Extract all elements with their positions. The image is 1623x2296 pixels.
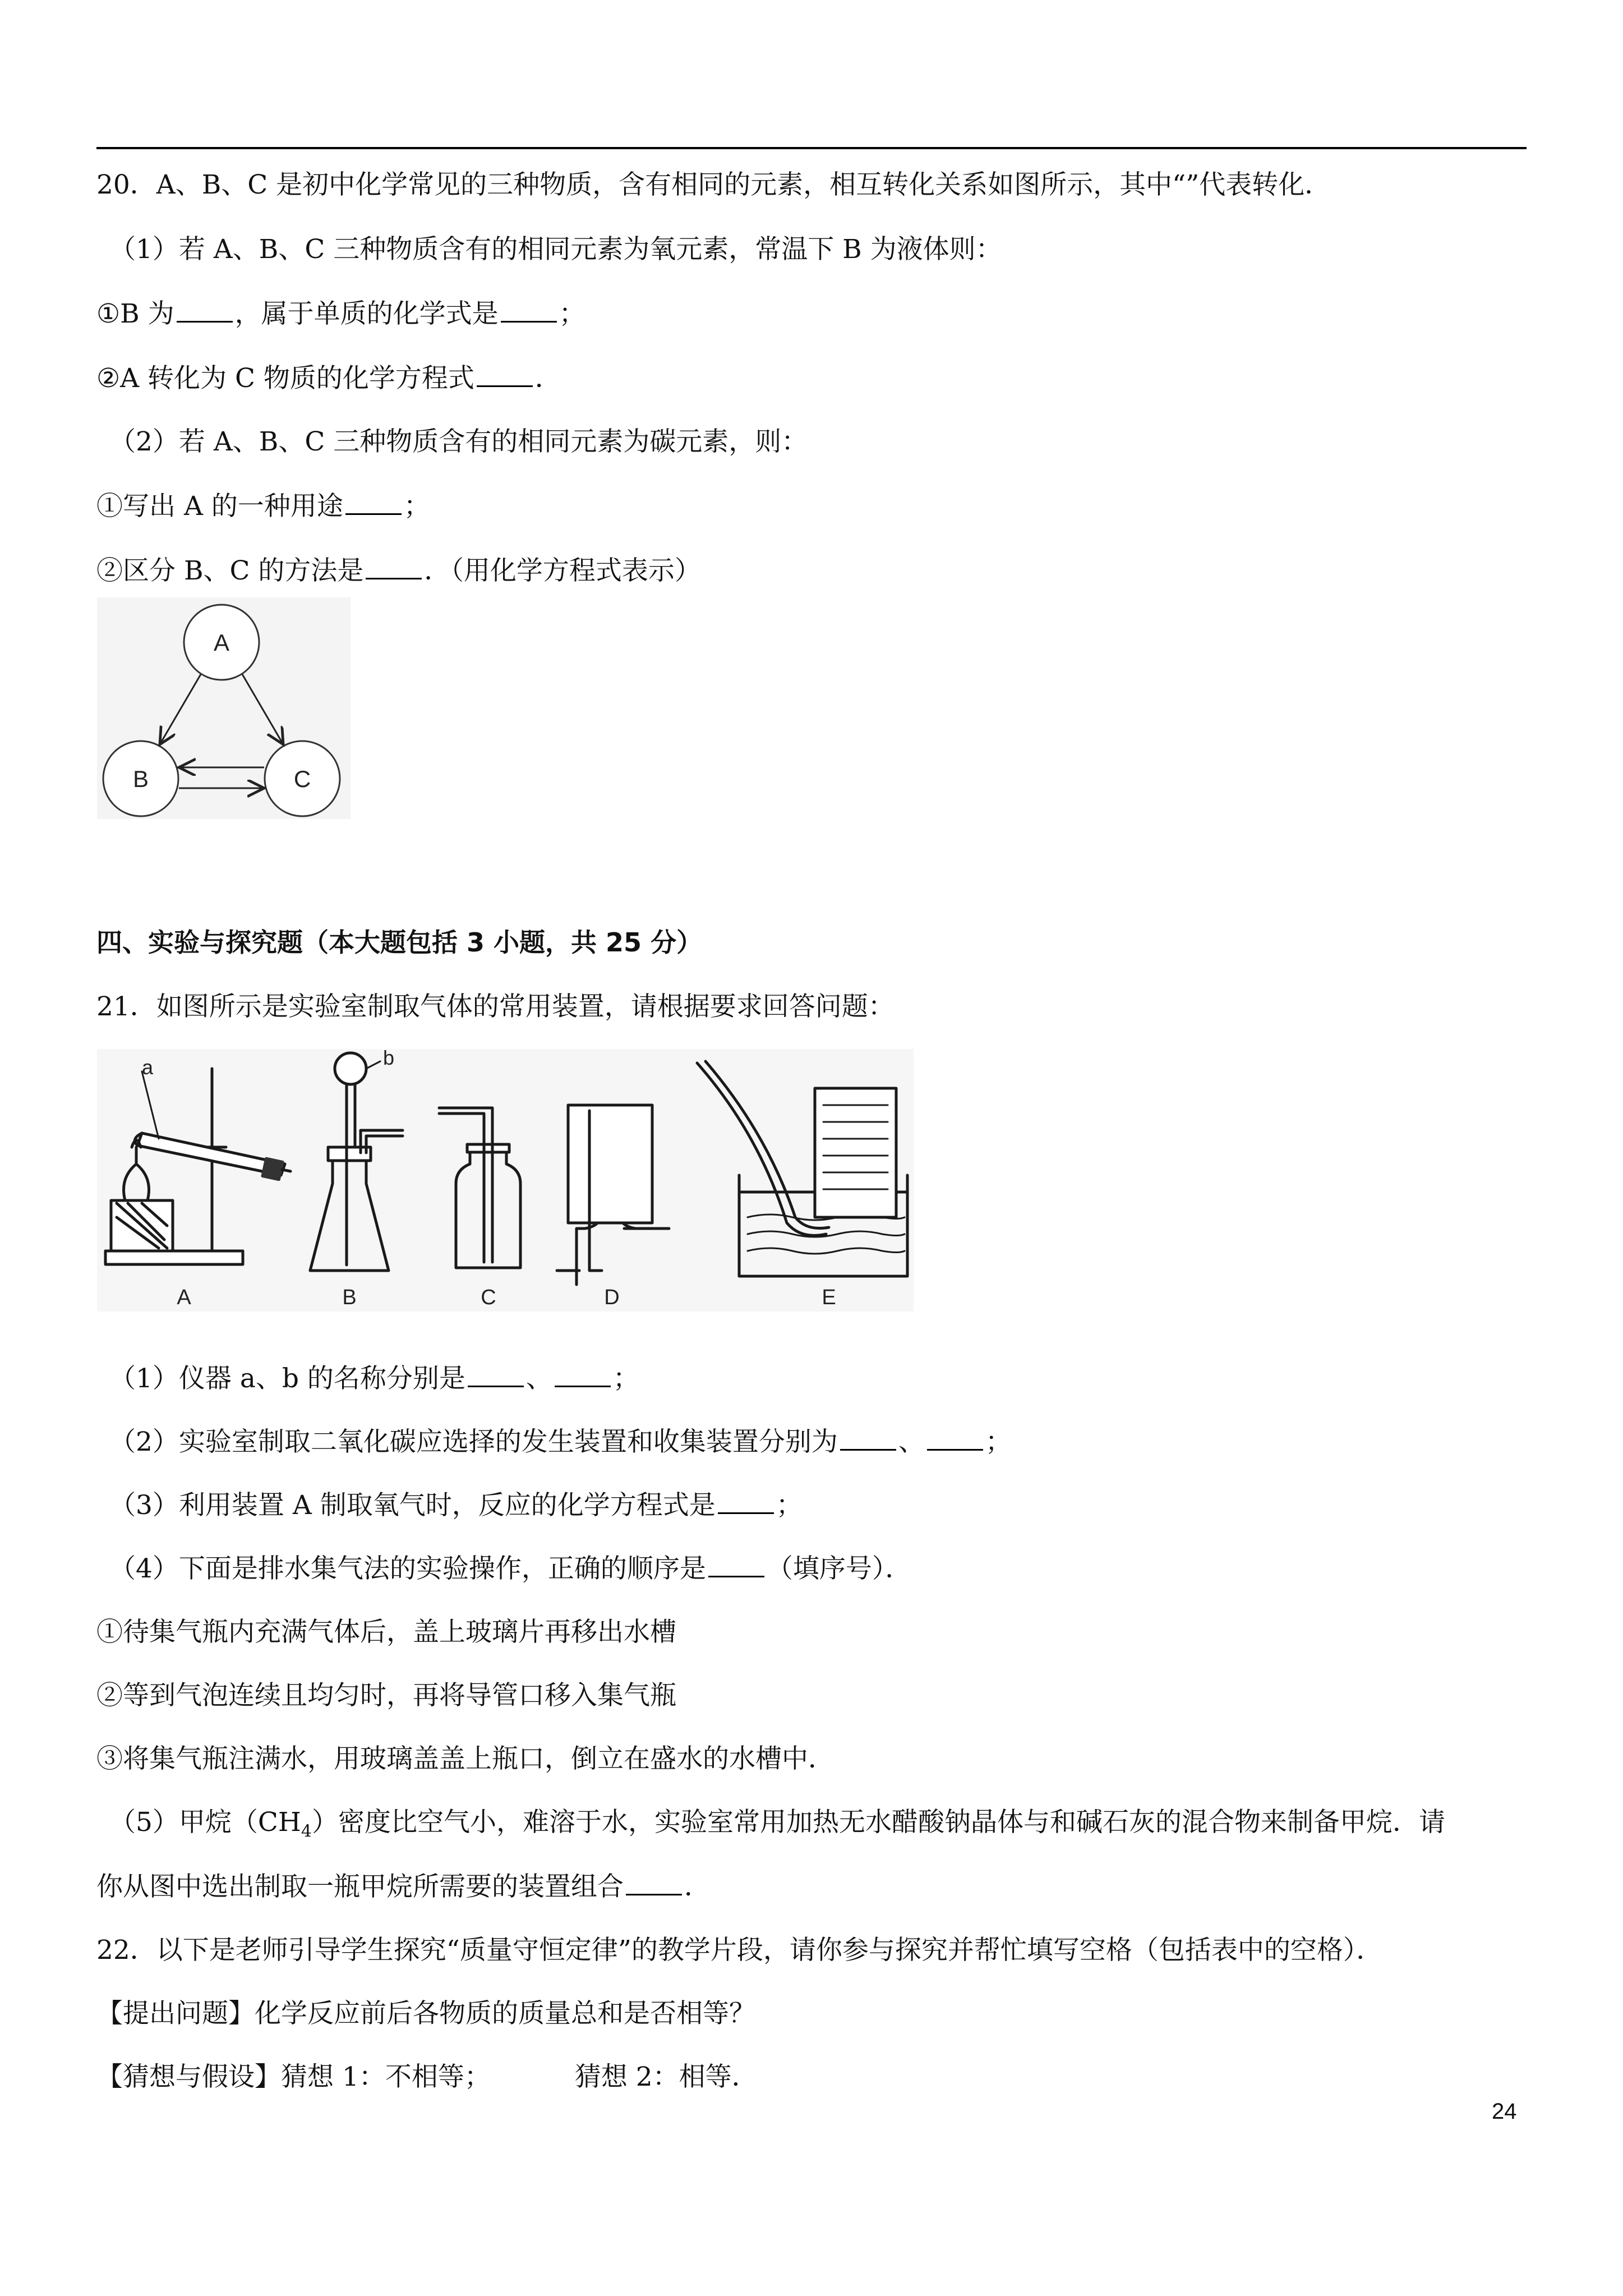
text: ）密度比空气小，难溶于水，实验室常用加热无水醋酸钠晶体与和碱石灰的混合物来制备甲烷．请 — [311, 1807, 1445, 1838]
arrow-a-to-c — [242, 674, 283, 744]
caption-d: D — [604, 1286, 620, 1309]
text: ； — [776, 1490, 803, 1521]
apparatus-figure-svg — [97, 1049, 914, 1312]
text: 猜想 2：相等． — [574, 2062, 758, 2092]
q20-part2: （2）若 A、B、C 三种物质含有的相同元素为碳元素，则： — [109, 426, 808, 457]
q21-sub2 — [109, 1425, 1012, 1459]
q20-part2-a — [96, 490, 430, 523]
q21-stem: 21．如图所示是实验室制取气体的常用装置，请根据要求回答问题： — [96, 991, 895, 1022]
q21-step2: ②等到气泡连续且均匀时，再将导管口移入集气瓶 — [96, 1680, 676, 1711]
caption-a: A — [177, 1286, 191, 1309]
text: ； — [985, 1427, 1012, 1457]
answer-blank[interactable] — [468, 1363, 524, 1387]
apparatus-figure — [97, 1049, 914, 1312]
text: ． — [534, 363, 561, 394]
arrow-a-to-b — [160, 674, 201, 744]
text: ②A 转化为 C 物质的化学方程式 — [96, 363, 474, 394]
text: （4）下面是排水集气法的实验操作，正确的顺序是 — [109, 1553, 706, 1584]
text: 【猜想与假设】猜想 1：不相等； — [96, 2062, 491, 2092]
text: （1）仪器 a、b 的名称分别是 — [109, 1363, 465, 1394]
q20-part2-b — [96, 554, 701, 588]
node-c-label: C — [293, 766, 311, 792]
text: 、 — [898, 1427, 925, 1457]
apparatus-c — [439, 1108, 520, 1268]
label-a: a — [142, 1056, 154, 1079]
conversion-diagram-svg — [97, 597, 351, 819]
q20-part1-b — [96, 362, 561, 395]
text: （3）利用装置 A 制取氧气时，反应的化学方程式是 — [109, 1490, 716, 1521]
q22-question: 【提出问题】化学反应前后各物质的质量总和是否相等？ — [96, 1998, 755, 2029]
q21-sub3 — [109, 1489, 803, 1522]
q22-stem: 22．以下是老师引导学生探究“质量守恒定律”的教学片段，请你参与探究并帮忙填写空格（包括表中的空格）． — [96, 1935, 1383, 1966]
apparatus-b — [310, 1053, 403, 1271]
q21-sub4 — [109, 1552, 911, 1586]
answer-blank[interactable] — [927, 1427, 983, 1451]
text: （2）实验室制取二氧化碳应选择的发生装置和收集装置分别为 — [109, 1427, 838, 1457]
label-b: b — [383, 1049, 395, 1069]
answer-blank[interactable] — [477, 363, 533, 387]
q21-step1: ①待集气瓶内充满气体后，盖上玻璃片再移出水槽 — [96, 1617, 676, 1648]
caption-c: C — [481, 1286, 496, 1309]
page-number: 24 — [1492, 2099, 1517, 2124]
section-title: 四、实验与探究题（本大题包括 3 小题，共 25 分） — [96, 927, 703, 958]
q22-guess — [96, 2060, 758, 2094]
q20-stem: 20．A、B、C 是初中化学常见的三种物质，含有相同的元素，相互转化关系如图所示，其中“”代表转化． — [96, 169, 1331, 200]
caption-b: B — [342, 1286, 357, 1309]
text: ①写出 A 的一种用途 — [96, 491, 343, 522]
text: ．（用化学方程式表示） — [424, 555, 701, 586]
answer-blank[interactable] — [555, 1363, 611, 1387]
answer-blank[interactable] — [366, 555, 422, 579]
answer-blank[interactable] — [626, 1871, 682, 1895]
conversion-diagram — [97, 597, 351, 819]
text: ； — [559, 298, 585, 329]
apparatus-d — [557, 1105, 669, 1285]
text: ． — [684, 1871, 711, 1902]
q20-part1: （1）若 A、B、C 三种物质含有的相同元素为氧元素，常温下 B 为液体则： — [109, 234, 1002, 265]
caption-e: E — [822, 1286, 836, 1309]
subscript: 4 — [301, 1821, 312, 1842]
text: ，属于单质的化学式是 — [234, 298, 499, 329]
q21-sub5 — [109, 1806, 1445, 1848]
q21-sub1 — [109, 1362, 639, 1396]
q20-part1-a — [96, 297, 585, 331]
apparatus-a — [105, 1069, 291, 1264]
text: ； — [612, 1363, 639, 1394]
node-b-label: B — [132, 766, 149, 792]
text: 、 — [525, 1363, 552, 1394]
text: ； — [403, 491, 430, 522]
answer-blank[interactable] — [345, 491, 402, 515]
answer-blank[interactable] — [177, 298, 233, 323]
text: ①B 为 — [96, 298, 174, 329]
header-rule — [96, 147, 1527, 149]
q21-sub5-line2 — [96, 1870, 711, 1904]
text: （5）甲烷（CH — [109, 1807, 301, 1838]
text: ②区分 B、C 的方法是 — [96, 555, 364, 586]
answer-blank[interactable] — [708, 1553, 764, 1577]
text: （填序号）． — [766, 1553, 912, 1584]
answer-blank[interactable] — [718, 1490, 774, 1514]
q21-step3: ③将集气瓶注满水，用玻璃盖盖上瓶口，倒立在盛水的水槽中． — [96, 1743, 834, 1774]
answer-blank[interactable] — [840, 1427, 896, 1451]
apparatus-e — [697, 1061, 907, 1276]
text: 你从图中选出制取一瓶甲烷所需要的装置组合 — [96, 1871, 624, 1902]
node-a-label: A — [213, 629, 230, 656]
answer-blank[interactable] — [501, 298, 557, 323]
